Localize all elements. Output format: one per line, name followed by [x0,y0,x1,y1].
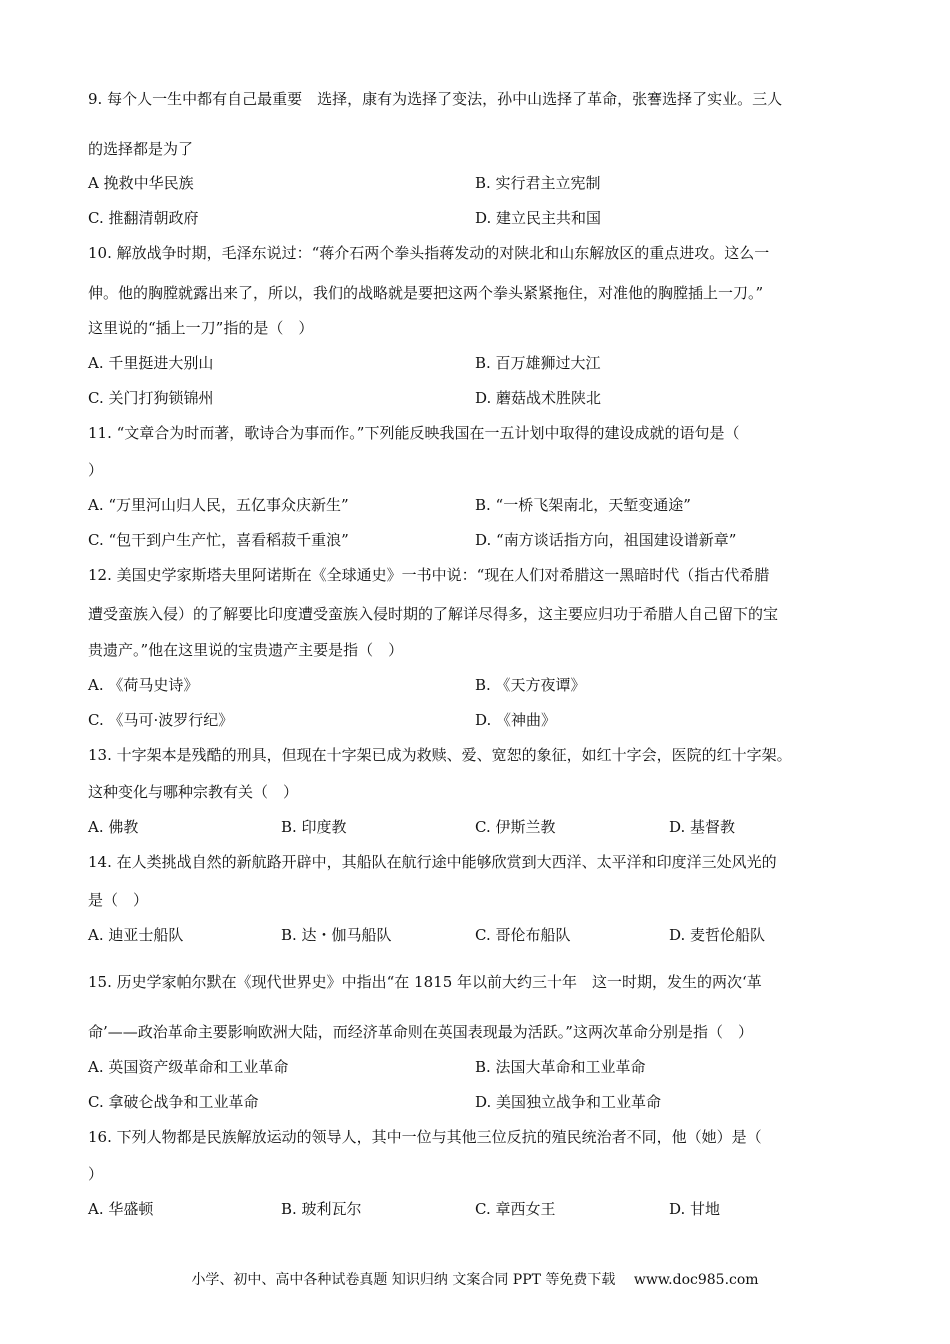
question-10-option-c: C. 关门打狗锁锦州 [88,389,214,407]
question-10-line-3: 这里说的“插上一刀”指的是（ ） [88,319,314,337]
question-15-option-a: A. 英国资产级革命和工业革命 [88,1058,289,1076]
question-9-option-c: C. 推翻清朝政府 [88,209,199,227]
question-13-option-c: C. 伊斯兰教 [475,818,556,836]
question-16-line-1: 16. 下列人物都是民族解放运动的领导人，其中一位与其他三位反抗的殖民统治者不同，他（她）是（ [88,1128,762,1146]
question-14-line-2: 是（ ） [88,891,149,909]
question-9-option-a: A 挽救中华民族 [88,174,194,192]
question-15-option-b: B. 法国大革命和工业革命 [475,1058,646,1076]
question-11-option-a: A. “万里河山归人民，五亿事众庆新生” [88,496,349,514]
question-12-option-b: B. 《天方夜谭》 [475,676,586,694]
question-13-option-d: D. 基督教 [669,818,736,836]
question-15-option-c: C. 拿破仑战争和工业革命 [88,1093,259,1111]
question-15-line-2: 命’——政治革命主要影响欧洲大陆，而经济革命则在英国表现最为活跃。”这两次革命分别是指（ ） [88,1023,753,1041]
question-16-option-b: B. 玻利瓦尔 [281,1200,362,1218]
question-9-line-1: 9. 每个人一生中都有自己最重要 选择，康有为选择了变法，孙中山选择了革命，张謇选择了实业。三人 [88,90,783,108]
question-10-option-b: B. 百万雄狮过大江 [475,354,601,372]
question-13-line-1: 13. 十字架本是残酷的刑具，但现在十字架已成为救赎、爱、宽恕的象征，如红十字会，医院的红十字架。 [88,746,792,764]
question-15-option-d: D. 美国独立战争和工业革命 [475,1093,662,1111]
page-footer [0,1269,950,1289]
question-12-option-d: D. 《神曲》 [475,711,557,729]
question-10-option-d: D. 蘑菇战术胜陕北 [475,389,602,407]
question-15-line-1: 15. 历史学家帕尔默在《现代世界史》中指出“在 1815 年以前大约三十年 这一时期，发生的两次‘革 [88,973,762,991]
question-16-option-a: A. 华盛顿 [88,1200,154,1218]
question-11-option-c: C. “包干到户生产忙，喜看稻菽千重浪” [88,531,349,549]
question-16-option-d: D. 甘地 [669,1200,721,1218]
question-13-line-2: 这种变化与哪种宗教有关（ ） [88,783,299,801]
question-9-option-b: B. 实行君主立宪制 [475,174,601,192]
question-16-line-2: ） [88,1165,104,1183]
question-12-line-3: 贵遗产。”他在这里说的宝贵遗产主要是指（ ） [88,641,404,659]
question-12-line-1: 12. 美国史学家斯塔夫里阿诺斯在《全球通史》一书中说：“现在人们对希腊这一黑暗时代（指古代希腊 [88,566,770,584]
question-10-option-a: A. 千里挺进大别山 [88,354,214,372]
question-9-option-d: D. 建立民主共和国 [475,209,602,227]
footer-url-link[interactable]: www.doc985.com [633,1272,759,1288]
question-13-option-b: B. 印度教 [281,818,347,836]
question-11-option-d: D. “南方谈话指方向，祖国建设谱新章” [475,531,737,549]
question-12-line-2: 遭受蛮族入侵）的了解要比印度遭受蛮族入侵时期的了解详尽得多，这主要应归功于希腊人自己留下的宝 [88,605,779,623]
question-9-line-2: 的选择都是为了 [88,140,194,158]
question-14-option-d: D. 麦哲伦船队 [669,926,766,944]
footer-text: 小学、初中、高中各种试卷真题 知识归纳 文案合同 PPT 等免费下载 [191,1272,616,1288]
question-13-option-a: A. 佛教 [88,818,139,836]
question-14-line-1: 14. 在人类挑战自然的新航路开辟中，其船队在航行途中能够欣赏到大西洋、太平洋和印度洋三处风光的 [88,853,777,871]
question-12-option-c: C. 《马可·波罗行纪》 [88,711,234,729]
question-14-option-a: A. 迪亚士船队 [88,926,184,944]
question-11-line-2: ） [88,461,104,479]
question-11-line-1: 11. “文章合为时而著，歌诗合为事而作。”下列能反映我国在一五计划中取得的建设成就的语句是（ [88,424,740,442]
question-12-option-a: A. 《荷马史诗》 [88,676,199,694]
question-16-option-c: C. 章西女王 [475,1200,556,1218]
question-14-option-b: B. 达・伽马船队 [281,926,392,944]
question-10-line-1: 10. 解放战争时期，毛泽东说过：“蒋介石两个拳头指蒋发动的对陕北和山东解放区的重点进攻。这么一 [88,244,770,262]
question-10-line-2: 伸。他的胸膛就露出来了，所以，我们的战略就是要把这两个拳头紧紧拖住，对准他的胸膛插上一刀。” [88,284,764,302]
question-14-option-c: C. 哥伦布船队 [475,926,571,944]
question-11-option-b: B. “一桥飞架南北，天堑变通途” [475,496,691,514]
